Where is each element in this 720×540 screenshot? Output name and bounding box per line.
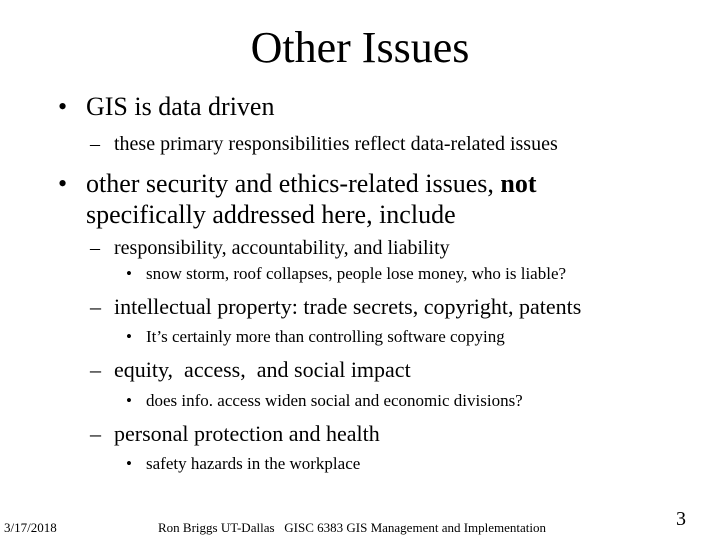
- item-equity-access: equity, access, and social impact: [114, 357, 411, 382]
- bullet-other-issues-line2: specifically addressed here, include: [86, 200, 456, 229]
- dash-glyph: –: [90, 357, 101, 382]
- bullet-glyph: •: [126, 454, 132, 473]
- item-intellectual-property: intellectual property: trade secrets, copyright, patents: [114, 294, 582, 319]
- dash-glyph: –: [90, 421, 101, 446]
- sub-bullet-responsibilities: these primary responsibilities reflect data-related issues: [114, 133, 558, 155]
- bullet-glyph: •: [58, 169, 68, 198]
- slide-title: Other Issues: [250, 23, 470, 72]
- bullet-glyph: •: [126, 327, 132, 346]
- bullet-gis-data-driven: GIS is data driven: [86, 92, 275, 121]
- bullet-other-issues-text: other security and ethics-related issues,: [86, 169, 501, 198]
- detail-equity-access: does info. access widen social and economic divisions?: [146, 391, 523, 410]
- detail-responsibility: snow storm, roof collapses, people lose money, who is liable?: [146, 264, 567, 283]
- detail-intellectual-property: It’s certainly more than controlling software copying: [146, 327, 505, 346]
- detail-personal-protection: safety hazards in the workplace: [146, 454, 361, 473]
- bullet-other-issues-line1: [86, 169, 537, 199]
- dash-glyph: –: [90, 133, 100, 155]
- item-responsibility: responsibility, accountability, and liability: [114, 237, 450, 259]
- dash-glyph: –: [90, 294, 101, 319]
- footer-course: Ron Briggs UT-Dallas GISC 6383 GIS Management and Implementation: [158, 520, 547, 535]
- bullet-glyph: •: [126, 391, 132, 410]
- bullet-glyph: •: [126, 264, 132, 283]
- dash-glyph: –: [90, 237, 100, 259]
- footer-date: 3/17/2018: [4, 520, 57, 535]
- bold-not: not: [500, 169, 537, 198]
- bullet-glyph: •: [58, 92, 68, 121]
- item-personal-protection: personal protection and health: [114, 421, 380, 446]
- page-number: 3: [676, 508, 686, 530]
